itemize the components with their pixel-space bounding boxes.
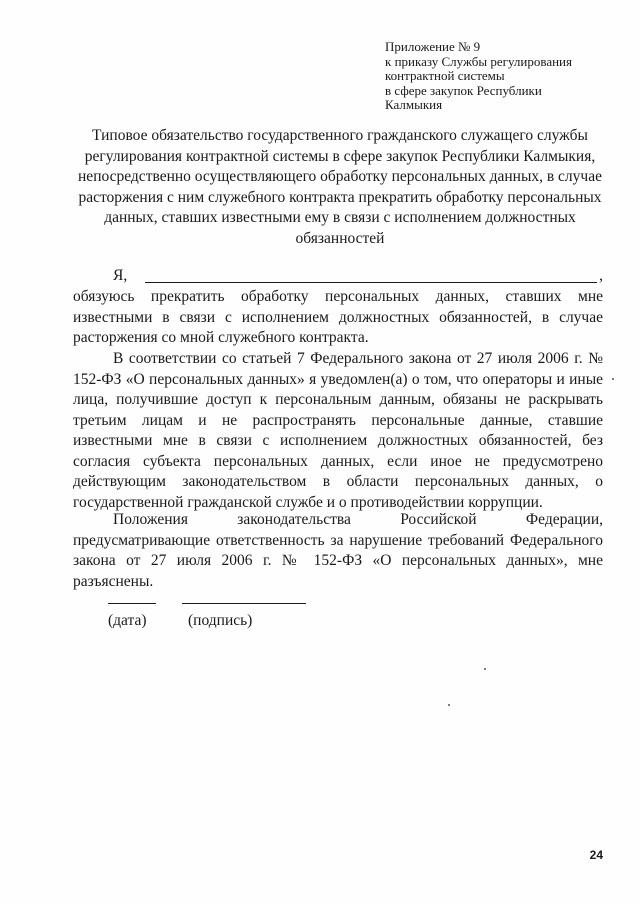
scan-speck [612, 378, 614, 380]
page-number: 24 [589, 848, 603, 862]
scan-speck [484, 668, 486, 670]
document-title: Типовое обязательство государственного гражданского служащего службы регулирования контрактной системы в сфере закупок Республики Калмыкия, непосредственно осуществляющего обработку персональных данных, в случае расторжения с ним служебного контракта прекратить обработку персональных данных, ставших известными ему в связи с исполнением должностных обязанностей [78, 127, 602, 247]
appendix-line: контрактной системы [385, 68, 505, 83]
pledge-comma: , [599, 267, 603, 284]
pledge-ya: Я, [113, 267, 128, 284]
appendix-header [385, 40, 615, 113]
paragraph-obligation: обязуюсь прекратить обработку персональных данных, ставших мне известными в связи с исполнением должностных обязанностей, в случае расторжения со мной служебного контракта. [73, 288, 603, 346]
date-label: (дата) [108, 612, 147, 629]
appendix-line: в сфере закупок Республики [385, 82, 542, 98]
paragraph-responsibility: Положения законодательства Российской Федерации, предусматривающие ответственность за нарушение требований Федерального закона от 27 июля 2006 г. № 152-ФЗ «О персональных данных», мне разъяснены. [73, 511, 603, 590]
date-blank-line [108, 603, 156, 604]
paragraph-notification: В соответствии со статьей 7 Федерального закона от 27 июля 2006 г. № 152-ФЗ «О персональных данных» я уведомлен(а) о том, что операторы и иные лица, получившие доступ к персональным данным, обязаны не раскрывать третьим лицам и не распространять персональные данные, ставшие известными мне в связи с исполнением должностных обязанностей, без согласия субъекта персональных данных, если иное не предусмотрено действующим законодательством в области персональных данных, о государственной гражданской службе и о противодействии коррупции. [73, 350, 603, 511]
appendix-line: к приказу Службы регулирования [385, 53, 572, 69]
signature-label: (подпись) [188, 612, 253, 629]
appendix-line: Калмыкия [385, 97, 443, 112]
pledge-line [73, 266, 603, 287]
signature-blank-line [182, 603, 306, 604]
appendix-line: Приложение № 9 [385, 39, 481, 54]
name-blank-line [145, 268, 597, 283]
scan-speck [448, 704, 450, 706]
